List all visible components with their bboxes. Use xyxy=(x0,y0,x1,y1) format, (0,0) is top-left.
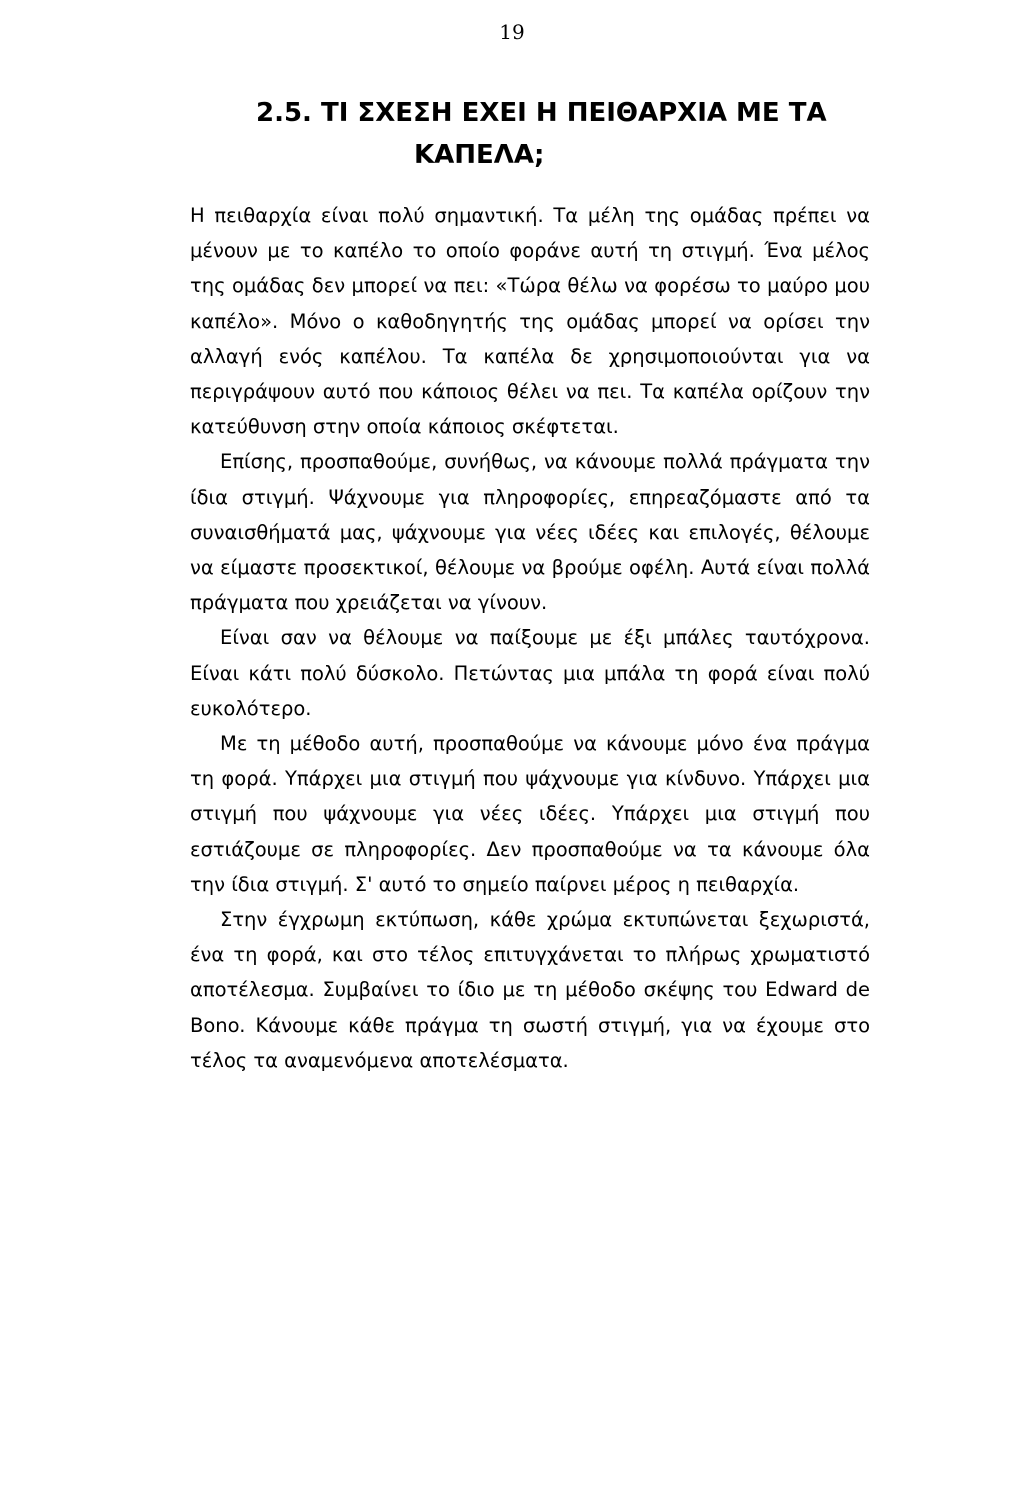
paragraph-color-printing: Στην έγχρωμη εκτύπωση, κάθε χρώμα εκτυπώνεται ξεχωριστά, ένα τη φορά, και στο τέλος επιτυγχάνεται το πλήρως χρωματιστό αποτέλεσμα. Συμβαίνει το ίδιο με τη μέθοδο σκέψης του Edward de Bono. Κάνουμε κάθε πράγμα τη σωστή στιγμή, για να έχουμε στο τέλος τα αναμενόμενα αποτελέσματα. xyxy=(190,908,870,1072)
body-text xyxy=(190,198,870,1078)
paragraph-one-thing-at-a-time: Με τη μέθοδο αυτή, προσπαθούμε να κάνουμε μόνο ένα πράγμα τη φορά. Υπάρχει μια στιγμή που ψάχνουμε για κίνδυνο. Υπάρχει μια στιγμή που ψάχνουμε για νέες ιδέες. Υπάρχει μια στιγμή που εστιάζουμε σε πληροφορίες. Δεν προσπαθούμε να τα κάνουμε όλα την ίδια στιγμή. Σ' αυτό το σημείο παίρνει μέρος η πειθαρχία. xyxy=(190,732,870,896)
page-number: 19 xyxy=(499,20,525,44)
section-title xyxy=(256,92,896,176)
paragraph-many-things: Επίσης, προσπαθούμε, συνήθως, να κάνουμε πολλά πράγματα την ίδια στιγμή. Ψάχνουμε για πληροφορίες, επηρεαζόμαστε από τα συναισθήματά μας, ψάχνουμε για νέες ιδέες και επιλογές, θέλουμε να είμαστε προσεκτικοί, θέλουμε να βρούμε οφέλη. Αυτά είναι πολλά πράγματα που χρειάζεται να γίνουν. xyxy=(190,450,870,615)
section-title-line-1: 2.5. ΤΙ ΣΧΕΣΗ ΕΧΕΙ Η ΠΕΙΘΑΡΧΙΑ ΜΕ ΤΑ xyxy=(256,98,827,128)
section-title-line-2: ΚΑΠΕΛΑ; xyxy=(414,140,545,170)
paragraph-discipline: Η πειθαρχία είναι πολύ σημαντική. Τα μέλη της ομάδας πρέπει να μένουν με το καπέλο το οποίο φοράνε αυτή τη στιγμή. Ένα μέλος της ομάδας δεν μπορεί να πει: «Τώρα θέλω να φορέσω το μαύρο μου καπέλο». Μόνο ο καθοδηγητής της ομάδας μπορεί να ορίσει την αλλαγή ενός καπέλου. Τα καπέλα δε χρησιμοποιούνται για να περιγράψουν αυτό που κάποιος θέλει να πει. Τα καπέλα ορίζουν την κατεύθυνση στην οποία κάποιος σκέφτεται. xyxy=(190,204,870,439)
paragraph-six-balls: Είναι σαν να θέλουμε να παίξουμε με έξι μπάλες ταυτόχρονα. Είναι κάτι πολύ δύσκολο. Πετώντας μια μπάλα τη φορά είναι πολύ ευκολότερο. xyxy=(190,626,870,720)
